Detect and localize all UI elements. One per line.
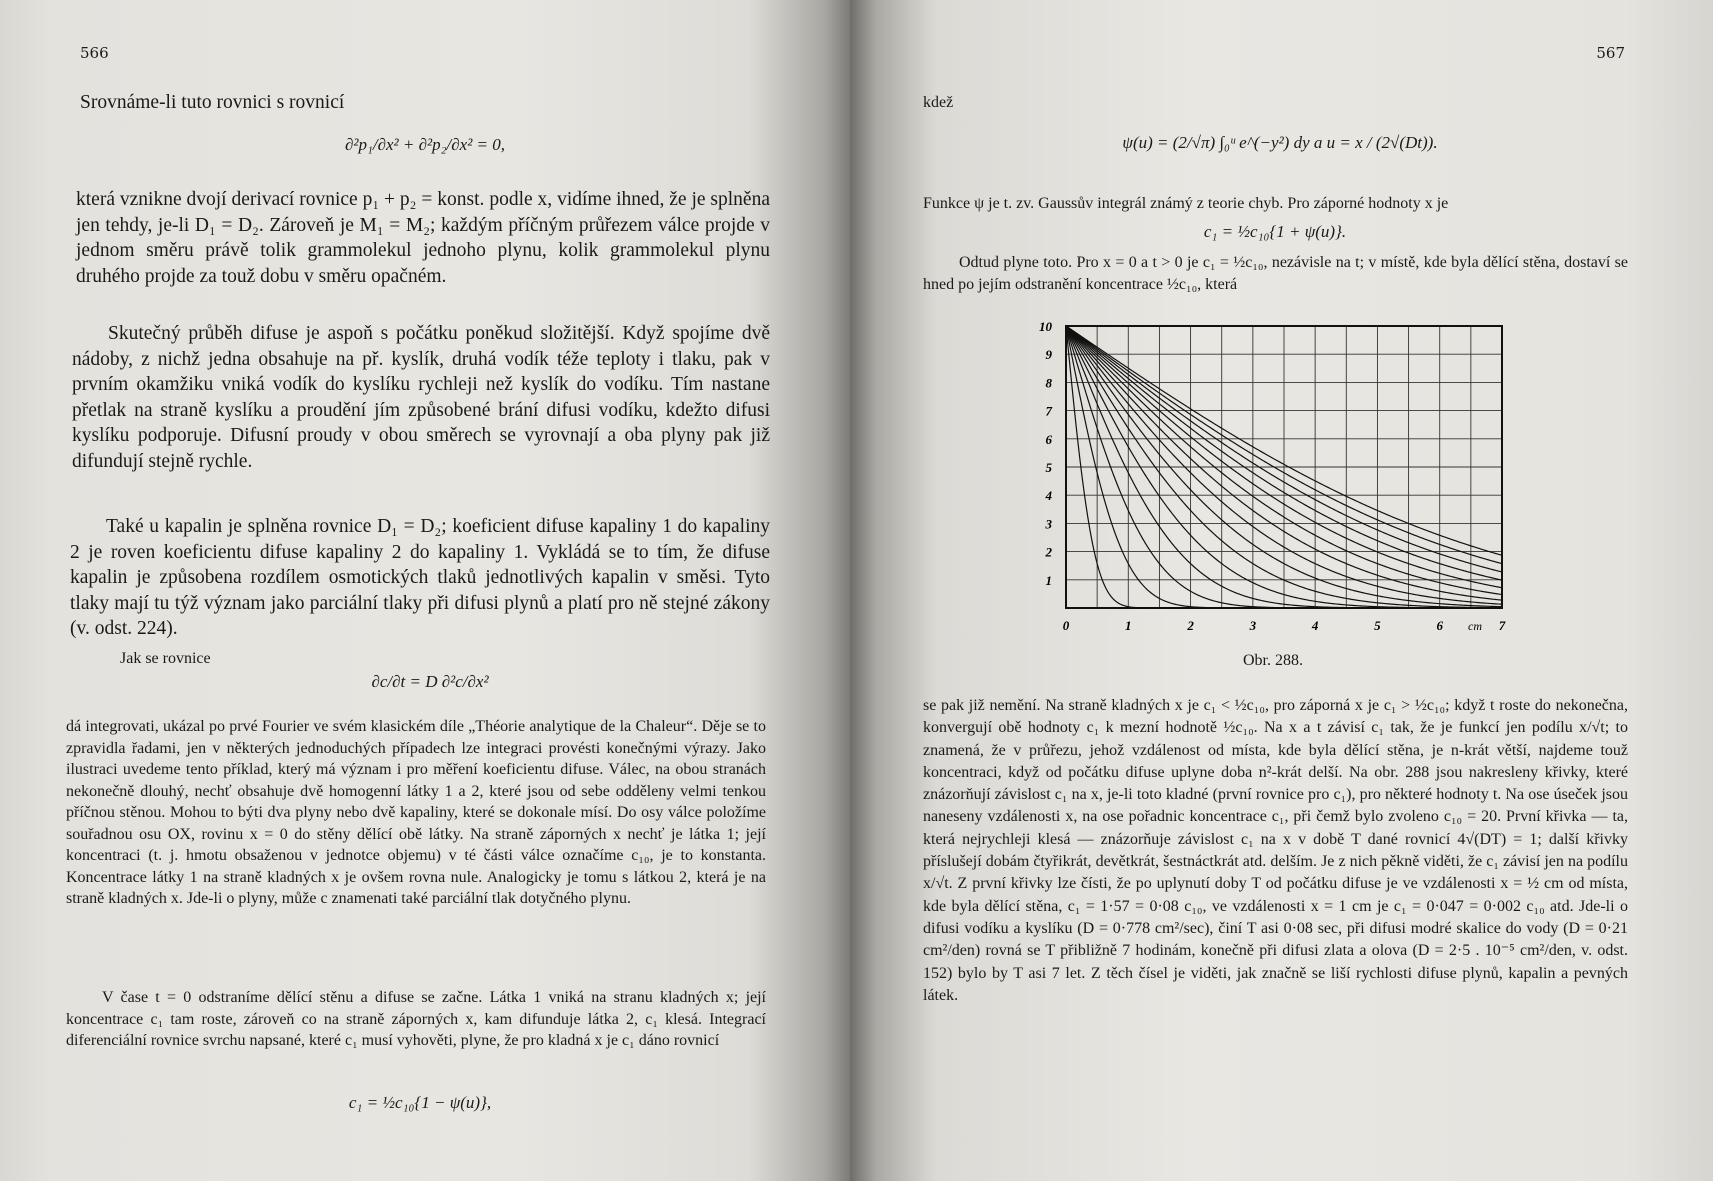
x-tick-label: 0: [1062, 618, 1070, 633]
y-tick-label: 9: [1045, 347, 1052, 363]
y-tick-label: 6: [1045, 431, 1052, 447]
y-tick-label: 5: [1045, 460, 1052, 475]
equation-3: c₁ = ½c₁₀{1 − ψ(u)},: [348, 1093, 492, 1112]
equation-5: c₁ = ½c₁₀{1 + ψ(u)}.: [1203, 222, 1347, 241]
figure-caption: Obr. 288.: [1243, 652, 1303, 669]
y-tick-label: 3: [1045, 516, 1052, 532]
left-paragraph-3: Také u kapalin je splněna rovnice D₁ = D₂; koeficient difuse kapaliny 1 do kapaliny 2 je roven koeficientu difuse kapaliny 2 do kapaliny 1. Vykládá se to tím, že difuse kapalin je způsobena rozdílem osmotických tlaků jednotlivých kapalin v směsi. Tyto tlaky mají tu týž význam jako parciální tlaky při difusi plynů a platí pro ně stejné zákony (v. odst. 224).: [70, 516, 770, 640]
x-tick-label: 5: [1374, 618, 1381, 633]
page-number-left: 566: [80, 44, 109, 62]
right-paragraph-2: Odtud plyne toto. Pro x = 0 a t > 0 je c₁ = ½c₁₀, nezávisle na t; v místě, kde byla dělící stěna, dostaví se hned po jejím odstranění koncentrace ½c₁₀, která: [923, 254, 1628, 294]
left-paragraph-2: Skutečný průběh difuse je aspoň s počátku poněkud složitější. Když spojíme dvě nádoby, z nichž jedna obsahuje na př. kyslík, druhá vodík téže teploty i tlaku, pak v prvním okamžiku vniká vodík do kyslíku rychleji než kyslík do vodíku. Tím nastane přetlak na straně kyslíku a proudění jím způsobené brání difusi vodíku, kdežto difusi kyslíku podporuje. Difusní proudy v obou směrech se vyrovnají a oba plyny pak již difundují stejně rychle.: [72, 323, 770, 472]
x-tick-label: 6: [1436, 618, 1443, 633]
right-paragraph-3: se pak již nemění. Na straně kladných x je c₁ < ½c₁₀, pro záporná x je c₁ > ½c₁₀; když t roste do nekonečna, konvergují obě hodnoty c₁ k mezní hodnotě ½c₁₀. Na x a t závisí c₁ tak, že je funkcí jen podílu x/√t; to znamená, že v průřezu, jehož vzdálenost od místa, kde byla dělící stěna, je n-krát větší, najdeme touž koncentraci, když od počátku difuse uplyne doba n²-krát delší. Na obr. 288 jsou nakresleny křivky, které znázorňují závislost c₁ na x, je-li toto kladné (první rovnice pro c₁), pro některé hodnoty t. Na ose úseček jsou naneseny vzdálenosti x, na ose pořadnic koncentrace c₁, při čemž bylo zvoleno c₁₀ = 20. První křivka — ta, která nejrychleji klesá — znázorňuje závislost c₁ na x v době T dané rovnicí 4√(DT) = 1; další křivky příslušejí dobám čtyřikrát, devětkrát, šestnáctkrát atd. delším. Je z nich pěkně viděti, že c₁ závisí jen na podílu x/√t. Z první křivky lze čísti, že po uplynutí doby T od počátku difuse je ve vzdálenosti x = ½ cm od místa, kde byla dělící stěna, c₁ = 1·57 = 0·08 c₁₀, ve vzdálenosti x = 1 cm je c₁ = 0·047 = 0·002 c₁₀ atd. Jde-li o difusi vodíku a kyslíku (D = 0·778 cm²/sec), činí T asi 0·08 sec, při difusi modré skalice do vody (D = 0·21 cm²/den) rovná se T přibližně 7 hodinám, konečně při difusi zlata a olova (D = 2·5 . 10⁻⁵ cm²/den, v. odst. 152) bylo by T asi 7 let. Z těch čísel je viděti, jak značně se liší rychlosti difuse plynů, kapalin a pevných látek.: [923, 697, 1628, 1004]
left-paragraph-4: dá integrovati, ukázal po prvé Fourier ve svém klasickém díle „Théorie analytique de la Chaleur“. Děje se to zpravidla řadami, jen v některých jednoduchých případech lze integraci provésti konečnými výrazy. Jako ilustraci uvedeme tento příklad, který má význam i pro měření koeficientu difuse. Válec, na obou stranách nekonečně dlouhý, nechť obsahuje dvě homogenní látky 1 a 2, které jsou od sebe odděleny velmi tenkou příčnou stěnou. Mohou to býti dva plyny nebo dvě kapaliny, které se dokonale mísí. Do osy válce položíme souřadnou osu OX, rovinu x = 0 do stěny dělící obě látky. Na straně záporných x nechť je látka 1; její koncentraci (t. j. hmotu obsaženou v jednotce objemu) v té části válce označíme c₁₀, je to konstanta. Koncentrace látky 1 na straně kladných x je ovšem rovna nule. Analogicky je tomu s látkou 2, která je na straně kladných x. Jde-li o plyny, může c znamenati také parciální tlak dotyčného plynu.: [66, 718, 766, 907]
equation-2: ∂c/∂t = D ∂²c/∂x²: [371, 672, 489, 691]
equation-4: ψ(u) = (2/√π) ∫₀ᵘ e^(−y²) dy a u = x / (2√(Dt)).: [1122, 133, 1438, 152]
left-paragraph-1: která vznikne dvojí derivací rovnice p₁ + p₂ = konst. podle x, vidíme ihned, že je splněna jen tehdy, je-li D₁ = D₂. Zároveň je M₁ = M₂; každým příčným průřezem válce projde v jednom směru právě tolik grammolekul jednoho plynu, kolik grammolekul plynu druhého projde za touž dobu v směru opačném.: [76, 189, 770, 287]
x-axis-unit-label: cm: [1468, 619, 1482, 633]
y-tick-label: 8: [1045, 375, 1052, 391]
x-tick-label: 3: [1249, 618, 1257, 633]
y-tick-label: 4: [1045, 488, 1052, 504]
chart-grid: [1066, 326, 1502, 608]
y-tick-label: 1: [1045, 572, 1052, 588]
x-tick-label: 2: [1187, 618, 1194, 633]
right-paragraph-1: Funkce ψ je t. zv. Gaussův integrál známý z teorie chyb. Pro záporné hodnoty x je: [923, 195, 1449, 212]
equation-1: ∂²p₁/∂x² + ∂²p₂/∂x² = 0,: [344, 135, 506, 154]
y-tick-label: 10: [1039, 319, 1052, 334]
left-intro: Srovnáme-li tuto rovnici s rovnicí: [80, 92, 345, 113]
x-tick-label: 4: [1311, 618, 1319, 633]
figure-288: [1027, 318, 1519, 678]
y-tick-label: 2: [1045, 544, 1052, 560]
x-tick-label: 1: [1125, 618, 1132, 633]
left-page: [0, 0, 850, 1181]
x-tick-label: 7: [1498, 618, 1506, 633]
left-paragraph-4-lead: Jak se rovnice: [120, 650, 211, 667]
page-number-right: 567: [1596, 44, 1625, 62]
y-tick-label: 7: [1045, 403, 1052, 419]
right-lead: kdež: [923, 94, 954, 111]
left-paragraph-5: V čase t = 0 odstraníme dělící stěnu a difuse se začne. Látka 1 vniká na stranu kladných x; její koncentrace c₁ tam roste, zároveň co na straně záporných x, kam difunduje látka 2, c₁ klesá. Integrací diferenciální rovnice svrchu napsané, které c₁ musí vyhověti, plyne, že pro kladná x je c₁ dáno rovnicí: [66, 989, 766, 1049]
diffusion-chart: [1027, 318, 1519, 644]
